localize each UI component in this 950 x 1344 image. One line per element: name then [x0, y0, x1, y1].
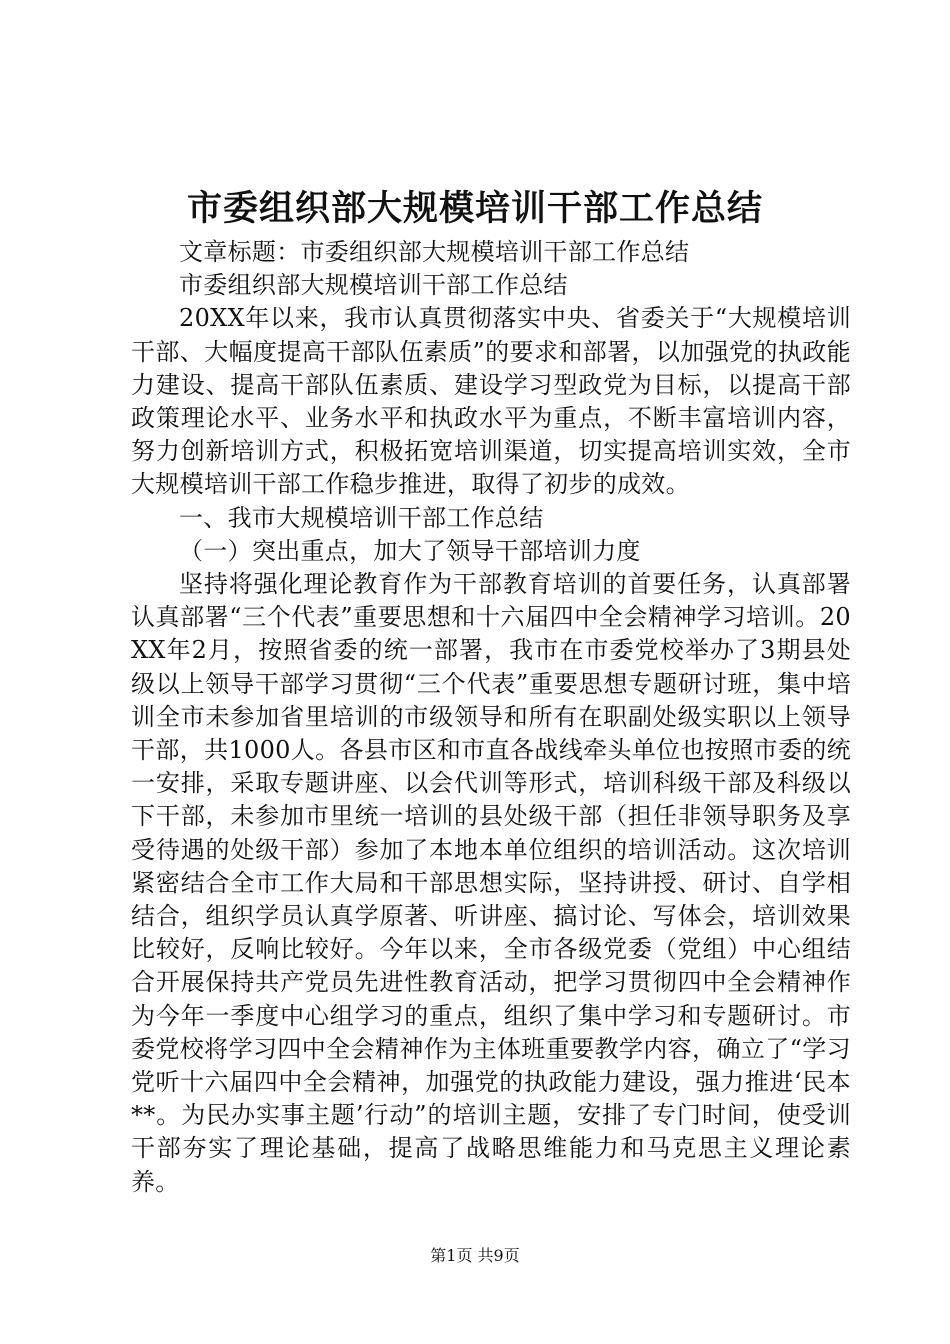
subtitle-line: 市委组织部大规模培训干部工作总结: [179, 271, 568, 300]
meta-line: 文章标题：市委组织部大规模培训干部工作总结: [179, 238, 690, 266]
subsection-heading: （一）突出重点，加大了领导干部培训力度: [179, 536, 641, 565]
paragraph-intro: 20XX年以来，我市认真贯彻落实中央、省委关于“大规模培训干部、大幅度提高干部队伍素质”的要求和部署，以加强党的执政能力建设、提高干部队伍素质、建设学习型政党为目标，以提高干部政策理论水平、业务水平和执政水平为重点，不断丰富培训内容，努力创新培训方式，积极拓宽培训渠道，切实提高培训实效，全市大规模培训干部工作稳步推进，取得了初步的成效。: [131, 304, 851, 499]
paragraph-body: 坚持将强化理论教育作为干部教育培训的首要任务，认真部署认真部署“三个代表”重要思想和十六届四中全会精神学习培训。20XX年2月，按照省委的统一部署，我市在市委党校举办了3期县处级以上领导干部学习贯彻“三个代表”重要思想专题研讨班，集中培训全市未参加省里培训的市级领导和所有在职副处级实职以上领导干部，共1000人。各县市区和市直各战线牵头单位也按照市委的统一安排，采取专题讲座、以会代训等形式，培训科级干部及科级以下干部，未参加市里统一培训的县处级干部（担任非领导职务及享受待遇的处级干部）参加了本地本单位组织的培训活动。这次培训紧密结合全市工作大局和干部思想实际，坚持讲授、研讨、自学相结合，组织学员认真学原著、听讲座、搞讨论、写体会，培训效果比较好，反响比较好。今年以来，全市各级党委（党组）中心组结合开展保持共产党员先进性教育活动，把学习贯彻四中全会精神作为今年一季度中心组学习的重点，组织了集中学习和专题研讨。市委党校将学习四中全会精神作为主体班重要教学内容，确立了“学习党听十六届四中全会精神，加强党的执政能力建设，强力推进‘民本**。为民办实事主题’行动”的培训主题，安排了专门时间，使受训干部夯实了理论基础，提高了战略思维能力和马克思主义理论素养。: [131, 570, 851, 1196]
document-body: [131, 236, 851, 1199]
section-heading: 一、我市大规模培训干部工作总结: [179, 503, 544, 532]
document-title: 市委组织部大规模培训干部工作总结: [186, 188, 763, 229]
page-footer: 第1页 共9页: [430, 1246, 520, 1265]
